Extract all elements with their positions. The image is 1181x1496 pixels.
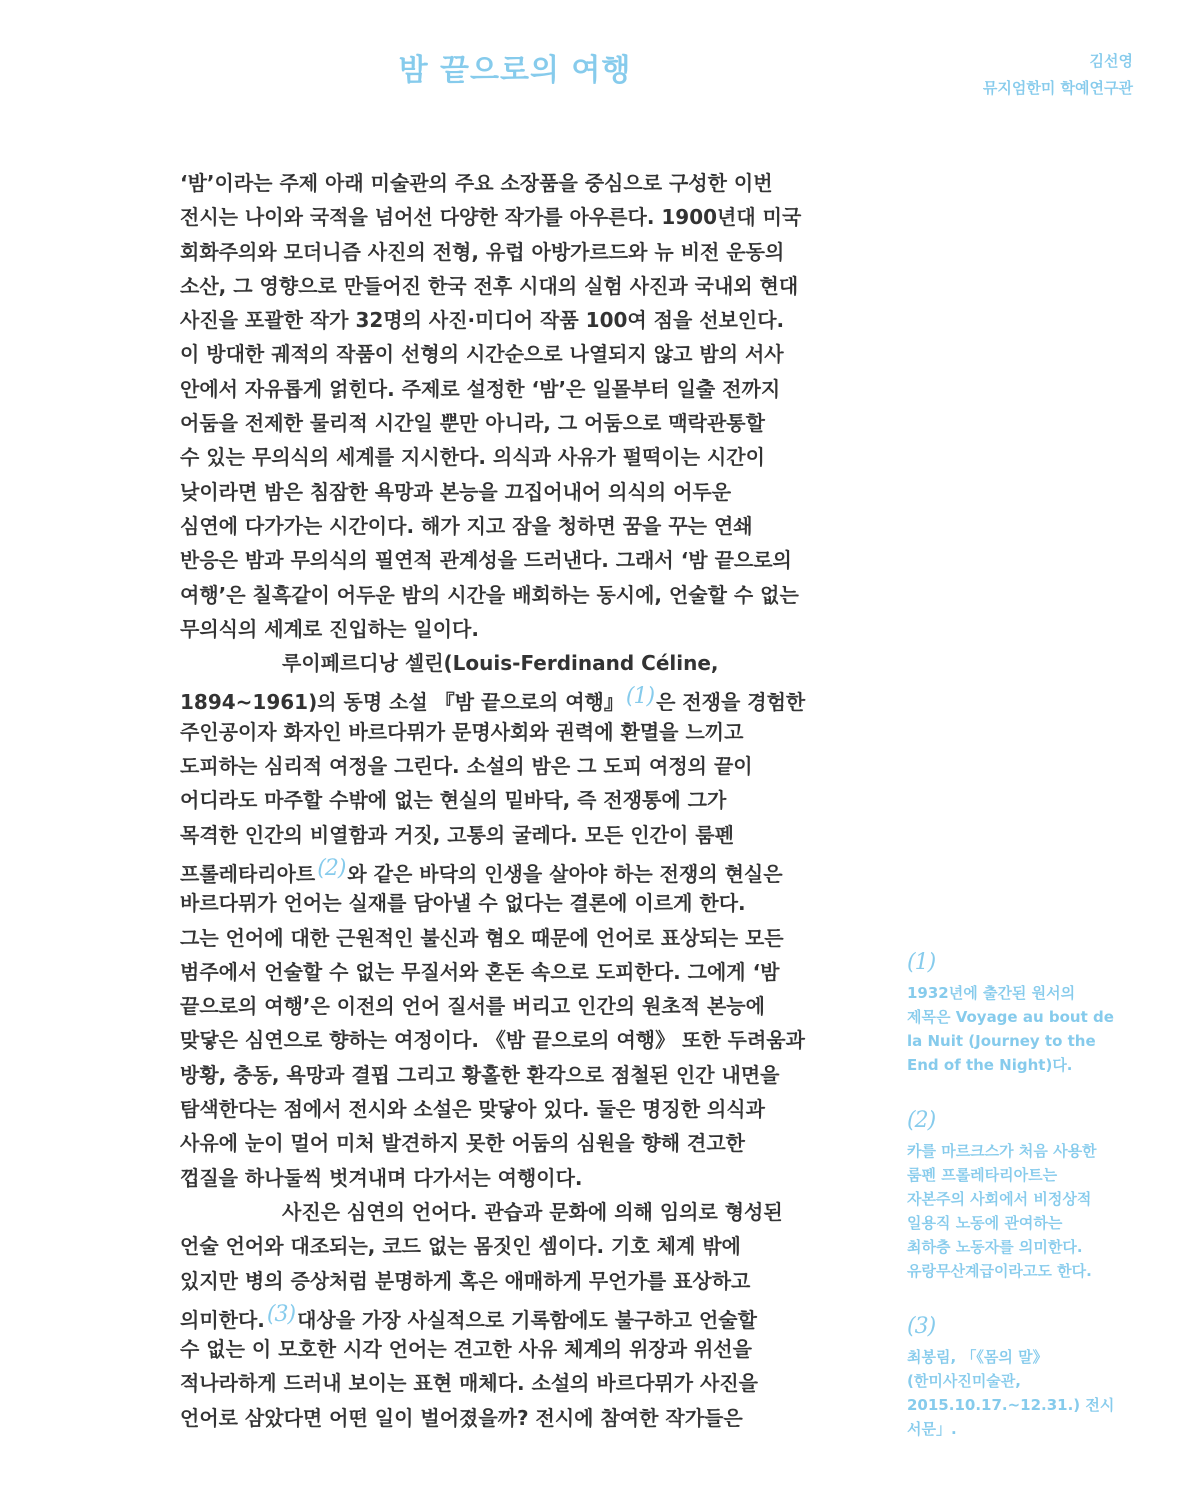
footnote-ref: (3) — [266, 1301, 296, 1327]
author-block — [983, 48, 1133, 102]
page-title: 밤 끝으로의 여행 — [398, 53, 632, 88]
footnote-line: 서문」. — [907, 1420, 957, 1438]
body-line: 사진은 심연의 언어다. 관습과 문화에 의해 임의로 형성된 — [282, 1199, 783, 1224]
footnote-line: la Nuit (Journey to the — [907, 1032, 1096, 1050]
body-line: 적나라하게 드러내 보이는 표현 매체다. 소설의 바르다뮈가 사진을 — [180, 1371, 758, 1396]
body-line: 사진을 포괄한 작가 32명의 사진·미디어 작품 100여 점을 선보인다. — [180, 308, 785, 333]
footnote-ref: (1) — [625, 684, 655, 710]
footnote-2 — [907, 1103, 1147, 1283]
author-affiliation: 뮤지엄한미 학예연구관 — [982, 79, 1133, 97]
footnote-line: 룸펜 프롤레타리아트는 — [907, 1166, 1058, 1184]
body-line: 이 방대한 궤적의 작품이 선형의 시간순으로 나열되지 않고 밤의 서사 — [180, 342, 784, 367]
body-line: 그는 언어에 대한 근원적인 불신과 혐오 때문에 언어로 표상되는 모든 — [180, 925, 784, 950]
body-text-segment: 와 같은 바닥의 인생을 살아야 하는 전쟁의 현실은 — [347, 861, 783, 886]
body-line: 어디라도 마주할 수밖에 없는 현실의 밑바닥, 즉 전쟁통에 그가 — [180, 788, 727, 813]
footnote-line: 최봉림, 「《몸의 말》 — [907, 1348, 1048, 1366]
body-line — [180, 680, 870, 714]
body-line: 사유에 눈이 멀어 미처 발견하지 못한 어둠의 심원을 향해 견고한 — [180, 1131, 745, 1156]
body-line: 바르다뮈가 언어는 실재를 담아낼 수 없다는 결론에 이르게 한다. — [180, 891, 746, 916]
body-text-segment: 1894~1961)의 동명 소설 『밤 끝으로의 여행』 — [180, 690, 624, 715]
body-text-segment: 대상을 가장 사실적으로 기록함에도 불구하고 언술할 — [297, 1307, 757, 1332]
footnote-number: (3) — [907, 1314, 936, 1339]
body-line: 여행’은 칠흑같이 어두운 밤의 시간을 배회하는 동시에, 언술할 수 없는 — [180, 582, 799, 607]
footnote-number: (1) — [907, 950, 936, 975]
body-line: 전시는 나이와 국적을 넘어선 다양한 작가를 아우른다. 1900년대 미국 — [180, 205, 802, 230]
footnote-number: (2) — [907, 1108, 936, 1133]
footnote-line: 제목은 Voyage au bout de — [907, 1008, 1114, 1026]
body-line: 회화주의와 모더니즘 사진의 전형, 유럽 아방가르드와 뉴 비전 운동의 — [180, 239, 785, 264]
body-text-segment: 의미한다. — [180, 1307, 265, 1332]
body-line: 범주에서 언술할 수 없는 무질서와 혼돈 속으로 도피한다. 그에게 ‘밤 — [180, 959, 780, 984]
footnote-line: End of the Night)다. — [907, 1056, 1073, 1074]
body-line: 목격한 인간의 비열함과 거짓, 고통의 굴레다. 모든 인간이 룸펜 — [180, 822, 734, 847]
footnote-line: 자본주의 사회에서 비정상적 — [907, 1190, 1092, 1208]
body-line: 주인공이자 화자인 바르다뮈가 문명사회와 권력에 환멸을 느끼고 — [180, 719, 744, 744]
footnote-3 — [907, 1309, 1147, 1441]
body-line: 방황, 충동, 욕망과 결핍 그리고 황홀한 환각으로 점철된 인간 내면을 — [180, 1062, 780, 1087]
body-text-segment: 은 전쟁을 경험한 — [656, 690, 806, 715]
footnote-1 — [907, 945, 1147, 1077]
body-line: 언어로 삼았다면 어떤 일이 벌어졌을까? 전시에 참여한 작가들은 — [180, 1405, 743, 1430]
footnote-line: 유랑무산계급이라고도 한다. — [907, 1262, 1092, 1280]
body-line: 있지만 병의 증상처럼 분명하게 혹은 애매하게 무언가를 표상하고 — [180, 1268, 751, 1293]
body-line: 소산, 그 영향으로 만들어진 한국 전후 시대의 실험 사진과 국내외 현대 — [180, 273, 799, 298]
footnote-ref: (2) — [317, 855, 346, 881]
footnote-line: (한미사진미술관, — [907, 1372, 1021, 1390]
body-text — [180, 166, 870, 1435]
body-line: 심연에 다가가는 시간이다. 해가 지고 잠을 청하면 꿈을 꾸는 연쇄 — [180, 513, 753, 538]
body-line: 도피하는 심리적 여정을 그린다. 소설의 밤은 그 도피 여정의 끝이 — [180, 754, 753, 779]
body-text-segment: 프롤레타리아트 — [180, 861, 316, 886]
footnote-line: 1932년에 출간된 원서의 — [907, 984, 1076, 1002]
body-line: 안에서 자유롭게 얽힌다. 주제로 설정한 ‘밤’은 일몰부터 일출 전까지 — [180, 376, 781, 401]
body-line: 무의식의 세계로 진입하는 일이다. — [180, 616, 479, 641]
author-name: 김선영 — [1089, 52, 1133, 70]
footnote-line: 카를 마르크스가 처음 사용한 — [907, 1142, 1097, 1160]
body-line: ‘밤’이라는 주제 아래 미술관의 주요 소장품을 중심으로 구성한 이번 — [180, 171, 773, 195]
footnote-line: 최하층 노동자를 의미한다. — [907, 1238, 1083, 1256]
body-line: 수 없는 이 모호한 시각 언어는 견고한 사유 체계의 위장과 위선을 — [180, 1337, 752, 1362]
body-line: 낮이라면 밤은 침잠한 욕망과 본능을 끄집어내어 의식의 어두운 — [180, 479, 732, 504]
body-line: 끝으로의 여행’은 이전의 언어 질서를 버리고 인간의 원초적 본능에 — [180, 994, 765, 1019]
body-line: 수 있는 무의식의 세계를 지시한다. 의식과 사유가 펄떡이는 시간이 — [180, 445, 765, 470]
body-line: 반응은 밤과 무의식의 필연적 관계성을 드러낸다. 그래서 ‘밤 끝으로의 — [180, 548, 792, 573]
body-line: 탐색한다는 점에서 전시와 소설은 맞닿아 있다. 둘은 명징한 의식과 — [180, 1097, 765, 1122]
body-line: 어둠을 전제한 물리적 시간일 뿐만 아니라, 그 어둠으로 맥락관통할 — [180, 411, 765, 436]
body-line: 루이페르디낭 셀린(Louis-Ferdinand Céline, — [282, 651, 719, 676]
body-line: 맞닿은 심연으로 향하는 여정이다. 《밤 끝으로의 여행》 또한 두려움과 — [180, 1028, 805, 1053]
footnote-line: 일용직 노동에 관여하는 — [907, 1214, 1063, 1232]
body-line — [180, 1298, 870, 1332]
body-line: 언술 언어와 대조되는, 코드 없는 몸짓인 셈이다. 기호 체계 밖에 — [180, 1234, 741, 1259]
body-line: 껍질을 하나둘씩 벗겨내며 다가서는 여행이다. — [180, 1165, 583, 1190]
footnote-line: 2015.10.17.~12.31.) 전시 — [907, 1396, 1115, 1414]
body-line — [180, 852, 870, 886]
